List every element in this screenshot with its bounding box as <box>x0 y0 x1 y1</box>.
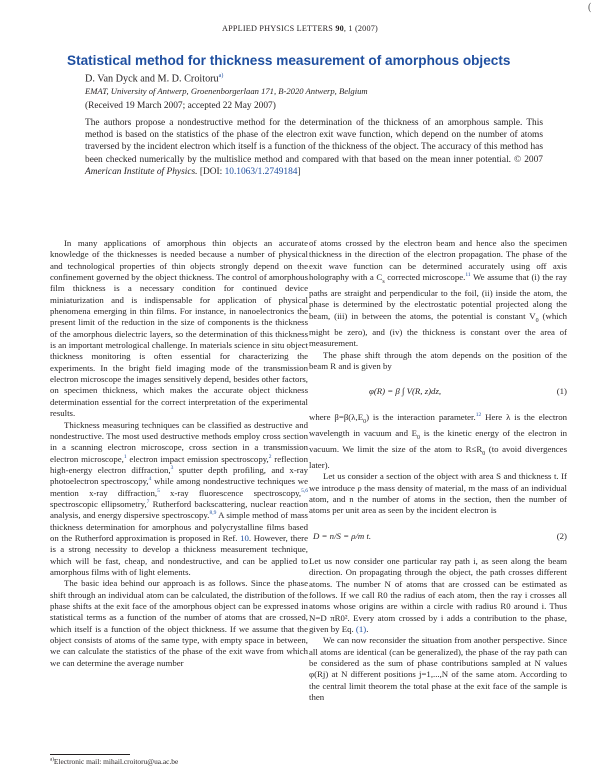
text-run: A simple method of mass thickness determination for amorphous and polycrystalline films based on the Rutherford approximation is proposed in Ref. <box>50 510 308 543</box>
text-run: (to avoid divergences later). <box>309 443 567 470</box>
citation-link[interactable]: 12 <box>475 411 482 418</box>
author-names: D. Van Dyck and M. D. Croitoru <box>85 73 219 85</box>
subscript: 0 <box>535 317 539 324</box>
paragraph <box>50 420 308 579</box>
citation-link[interactable]: 5,6 <box>301 487 308 494</box>
citation-link[interactable]: 7 <box>146 498 150 505</box>
text-run: reflection high-energy electron diffraction, <box>50 453 308 475</box>
text-run: Let us now consider one particular ray path i, as seen along the beam direction. On propagating through the object, the path crosses different atoms. The number N of atoms that are crossed can be estimated as follows. If we call R0 the radius of each atom, then the ray i crosses all atoms whose origins are within a circle with radius R0 around i. Thus N=D πR0². Every atom crossed by i adds a contribution to the phase, given by Eq. <box>309 555 567 635</box>
equation-1-number: (1) <box>556 386 567 397</box>
text-run: Thickness measuring techniques can be classified as destructive and nondestructive. The most used destructive methods employ cross section in a scanning electron microscope, cross section in a transmission electron microscope, <box>50 419 308 464</box>
equation-2-number: (2) <box>556 530 567 541</box>
volume-number: 90 <box>335 24 344 33</box>
citation-link[interactable]: 8,9 <box>209 510 217 517</box>
paragraph <box>309 238 567 350</box>
footnote <box>50 757 178 766</box>
text-run: . However, there is a strong necessity to develop a thickness measurement technique, which will be fast, cheap, and nondestructive, and can be applied to amorphous films with of light elements. <box>50 532 308 577</box>
affiliation: EMAT, University of Antwerp, Groenenborgerlaan 171, B-2020 Antwerp, Belgium <box>85 86 368 96</box>
paragraph <box>309 556 567 635</box>
text-run: of atoms crossed by the electron beam and hence also the specimen thickness in the direction of the electron propagation. The phase of the exit wave function can be determined accurately using off axis holography with a C <box>309 238 567 283</box>
doi-suffix: ] <box>297 166 301 177</box>
page-corner-mark: ( <box>588 2 592 13</box>
text-run: We assume that (i) the ray paths are straight and perpendicular to the foil, (ii) inside the atom, the phase is determined by the electrostatic potential projected along the beam, (iii) in between the atoms, the potential is constant V <box>309 272 567 321</box>
text-run: Rutherford backscattering, nuclear reaction analysis, and energy dispersive spectroscopy. <box>50 498 308 521</box>
equation-1 <box>309 386 567 397</box>
text-run: Here λ is the electron wavelength in vacuum and E <box>309 411 567 438</box>
text-run: spectroscopic ellipsometry, <box>50 498 147 509</box>
paragraph: In many applications of amorphous thin objects an accurate knowledge of the thicknesses is needed because a number of physical and technological properties of thin objects strongly depend on the confinement governed by the object thickness. The control of amorphous film thickness is a necessary condition for continued device miniaturization and is indispensable for application of physical phenomena emerging in thin films. For instance, in nanoelectronics the present limit of the reduction in the size of components is the thickness of the amorphous dielectric layers, so the determination of this thickness is an important metrological challenge. In materials science in situ object thickness monitoring is often essential for characterizing the experiments. In the bright field imaging mode of the transmission electron microscope the images sensitively depend, besides other factors, on specimen thickness, which makes the accurate object thickness determination essential for the correct interpretation of the experimental results. <box>50 238 308 419</box>
author-line <box>85 73 223 84</box>
text-run: x-ray fluorescence spectroscopy, <box>159 487 302 498</box>
journal-name: APPLIED PHYSICS LETTERS <box>222 24 334 33</box>
text-run: (which might be zero), and (iv) the thickness is constant over the area of measurement. <box>309 310 567 349</box>
author-footnote-marker[interactable]: a) <box>218 73 224 79</box>
citation-link[interactable]: 4 <box>148 476 152 483</box>
subscript: 0 <box>482 450 486 457</box>
copyright-holder: American Institute of Physics. <box>85 166 198 177</box>
body-right-column <box>309 238 567 703</box>
text-run: where β=β(λ,E <box>309 411 364 422</box>
abstract <box>85 117 543 178</box>
abstract-text: The authors propose a nondestructive method for the determination of the thickness of an amorphous sample. This method is based on the statistics of the phase of the electron exit wave function, which depend on the number of atoms traversed by the incident electron which itself is a function of the thickness of the object. The accuracy of this method has been checked numerically by the multislice method and compared with that based on the mean inner potential. © 2007 <box>85 118 543 165</box>
received-dates: (Received 19 March 2007; accepted 22 May 2007) <box>85 101 276 111</box>
subscript: s <box>382 278 385 285</box>
paragraph: The phase shift through the atom depends on the position of the beam R and is given by <box>309 349 567 371</box>
paragraph: The basic idea behind our approach is as follows. Since the phase shift through an individual atom can be calculated, the distribution of the phase shifts at the exit face of the amorphous object can be expressed in statistical terms as a function of the number of atoms that are crossed, which itself is a function of the object thickness. If we assume that the object consists of atoms of the same type, with empty space in between, we can calculate the statistics of the phase of the exit wave from which we can determine the average number <box>50 578 308 668</box>
equation-2-body: D = n/S = ρ/m t. <box>313 530 372 541</box>
reference-link[interactable]: 10 <box>240 532 249 543</box>
text-run: while among nondestructive techniques we mention x-ray diffraction, <box>50 476 308 498</box>
doi-link[interactable]: 10.1063/1.2749184 <box>224 166 298 177</box>
text-run: ) is the interaction parameter. <box>366 411 476 422</box>
article-title: Statistical method for thickness measurement of amorphous objects <box>67 53 511 68</box>
doi-prefix: [DOI: <box>199 166 225 177</box>
footnote-text: Electronic mail: mihail.croitoru@ua.ac.be <box>53 757 179 766</box>
text-run: corrected microscope. <box>384 272 466 283</box>
subscript: 0 <box>363 418 367 425</box>
citation-link[interactable]: 3 <box>170 464 174 471</box>
equation-1-body: φ(R) = β ∫ V(R, z)dz, <box>369 386 442 397</box>
paragraph <box>309 412 567 472</box>
footnote-divider <box>50 754 130 755</box>
citation-link[interactable]: 1 <box>123 453 127 460</box>
subscript: 0 <box>417 434 421 441</box>
equation-2 <box>309 531 567 542</box>
text-run: sputter depth profiling, and x-ray photoelectron spectroscopy, <box>50 464 308 487</box>
equation-reference-link[interactable]: (1) <box>355 624 367 635</box>
citation-link[interactable]: 2 <box>268 453 272 460</box>
body-left-column <box>50 238 308 669</box>
citation-link[interactable]: 5 <box>157 487 160 494</box>
paragraph: Let us consider a section of the object with area S and thickness t. If we introduce ρ the mass density of material, m the mass of an individual atom, and n the number of atoms in the section, then the number of atoms per unit area as seen by the incident electron is <box>309 471 567 516</box>
text-run: is the kinetic energy of the electron in vacuum. We limit the size of the atom to R≤R <box>309 427 567 454</box>
running-header <box>0 24 600 33</box>
page-year: , 1 (2007) <box>343 24 378 33</box>
text-run: . <box>366 624 369 635</box>
footnote-marker: a) <box>50 757 54 763</box>
paragraph: We can now reconsider the situation from another perspective. Since all atoms are identical (can be generalized), the phase of the ray path can be considered as the sum of phase contributions sampled at N values φ(Rj) at N different positions j=1,...,N of the same atom. According to the central limit theorem the total phase at the exit face of the sample is then <box>309 635 567 703</box>
citation-link[interactable]: 11 <box>465 272 471 279</box>
text-run: electron impact emission spectroscopy, <box>126 453 269 464</box>
